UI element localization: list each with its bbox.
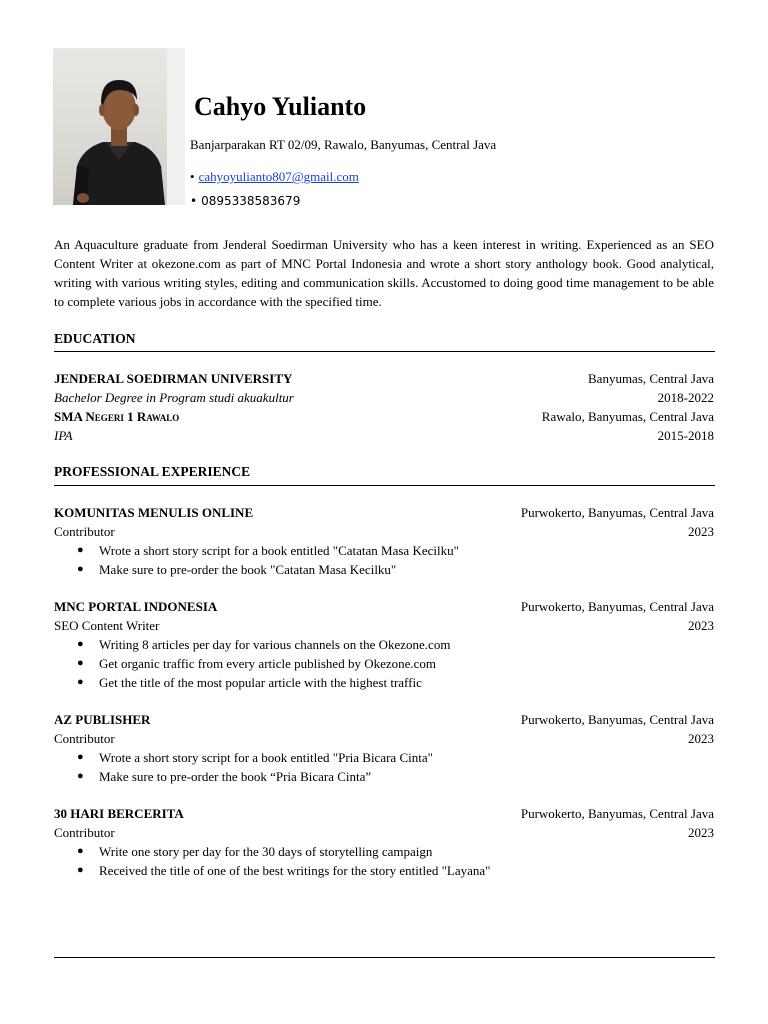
experience-bullets xyxy=(54,748,433,786)
list-item: ● Wrote a short story script for a book entitled "Pria Bicara Cinta" xyxy=(77,750,433,765)
list-item: ● Wrote a short story script for a book entitled "Catatan Masa Kecilku" xyxy=(77,543,459,558)
experience-entry-header xyxy=(54,710,714,729)
degree: Bachelor Degree in Program studi akuakultur xyxy=(54,390,294,405)
experience-entry-role xyxy=(54,823,714,842)
role: SEO Content Writer xyxy=(54,618,160,633)
degree: IPA xyxy=(54,428,73,443)
organization: AZ PUBLISHER xyxy=(54,712,151,727)
profile-summary: An Aquaculture graduate from Jenderal Soedirman University who has a keen interest in writing. Experienced as an SEO Content Writer at okezone.com as part of MNC Portal Indonesia and wrote a short story anthology book. Good analytical, writing with various writing styles, editing and communication skills. Accustomed to doing good time management to be able to complete various jobs in accordance with the specified time. xyxy=(54,237,714,309)
phone-number: 0895338583679 xyxy=(201,194,301,208)
bullet-icon: ● xyxy=(77,845,84,857)
bullet-icon: ● xyxy=(77,544,84,556)
profile-photo xyxy=(53,48,185,205)
school-name: JENDERAL SOEDIRMAN UNIVERSITY xyxy=(54,371,293,386)
bullet-icon: ● xyxy=(77,751,84,763)
education-divider xyxy=(54,351,715,352)
year: 2023 xyxy=(688,524,714,539)
list-item: ● Received the title of one of the best writings for the story entitled "Layana" xyxy=(77,863,491,878)
years: 2018-2022 xyxy=(657,390,714,405)
location: Purwokerto, Banyumas, Central Java xyxy=(520,505,714,520)
education-entry-2-header xyxy=(54,407,714,426)
applicant-name: Cahyo Yulianto xyxy=(194,92,367,121)
list-item: ● Make sure to pre-order the book “Pria Bicara Cinta” xyxy=(77,769,372,784)
organization: 30 HARI BERCERITA xyxy=(54,806,184,821)
role: Contributor xyxy=(54,825,115,840)
education-entry-2-detail xyxy=(54,426,714,445)
experience-entry-role xyxy=(54,616,714,635)
years: 2015-2018 xyxy=(657,428,714,443)
year: 2023 xyxy=(688,731,714,746)
list-item: ● Make sure to pre-order the book "Catatan Masa Kecilku" xyxy=(77,562,397,577)
bullet-icon: ● xyxy=(77,563,84,575)
bullet-icon: ● xyxy=(77,864,84,876)
experience-entry-role xyxy=(54,522,714,541)
experience-entry-header xyxy=(54,503,714,522)
experience-heading: PROFESSIONAL EXPERIENCE xyxy=(54,464,251,479)
phone-line xyxy=(190,193,300,210)
list-item: ● Writing 8 articles per day for various channels on the Okezone.com xyxy=(77,637,451,652)
experience-bullets xyxy=(54,541,459,579)
bullet-icon: • xyxy=(190,169,195,184)
experience-entry-header xyxy=(54,804,714,823)
list-item: ● Get the title of the most popular article with the highest traffic xyxy=(77,675,422,690)
bullet-icon: ● xyxy=(77,638,84,650)
year: 2023 xyxy=(688,825,714,840)
year: 2023 xyxy=(688,618,714,633)
school-name: SMA Negeri 1 Rawalo xyxy=(54,409,180,424)
list-item: ● Get organic traffic from every article published by Okezone.com xyxy=(77,656,437,671)
education-entry-1-detail xyxy=(54,388,714,407)
school-location: Banyumas, Central Java xyxy=(588,371,714,386)
bullet-icon: • xyxy=(190,194,198,208)
location: Purwokerto, Banyumas, Central Java xyxy=(520,806,714,821)
experience-divider xyxy=(54,485,715,486)
email-link[interactable]: cahyoyulianto807@gmail.com xyxy=(198,169,359,184)
footer-divider xyxy=(54,957,715,958)
address: Banjarparakan RT 02/09, Rawalo, Banyumas, Central Java xyxy=(190,137,497,152)
experience-bullets xyxy=(54,842,490,880)
education-heading: EDUCATION xyxy=(54,331,136,346)
education-entry-1-header xyxy=(54,369,714,388)
experience-entry-role xyxy=(54,729,714,748)
role: Contributor xyxy=(54,731,115,746)
organization: MNC PORTAL INDONESIA xyxy=(54,599,218,614)
location: Purwokerto, Banyumas, Central Java xyxy=(520,712,714,727)
experience-bullets xyxy=(54,635,450,692)
bullet-icon: ● xyxy=(77,770,84,782)
role: Contributor xyxy=(54,524,115,539)
school-location: Rawalo, Banyumas, Central Java xyxy=(541,409,714,424)
experience-entry-header xyxy=(54,597,714,616)
email-line xyxy=(190,168,359,185)
list-item: ● Write one story per day for the 30 days of storytelling campaign xyxy=(77,844,433,859)
location: Purwokerto, Banyumas, Central Java xyxy=(520,599,714,614)
bullet-icon: ● xyxy=(77,676,84,688)
organization: KOMUNITAS MENULIS ONLINE xyxy=(54,505,254,520)
bullet-icon: ● xyxy=(77,657,84,669)
